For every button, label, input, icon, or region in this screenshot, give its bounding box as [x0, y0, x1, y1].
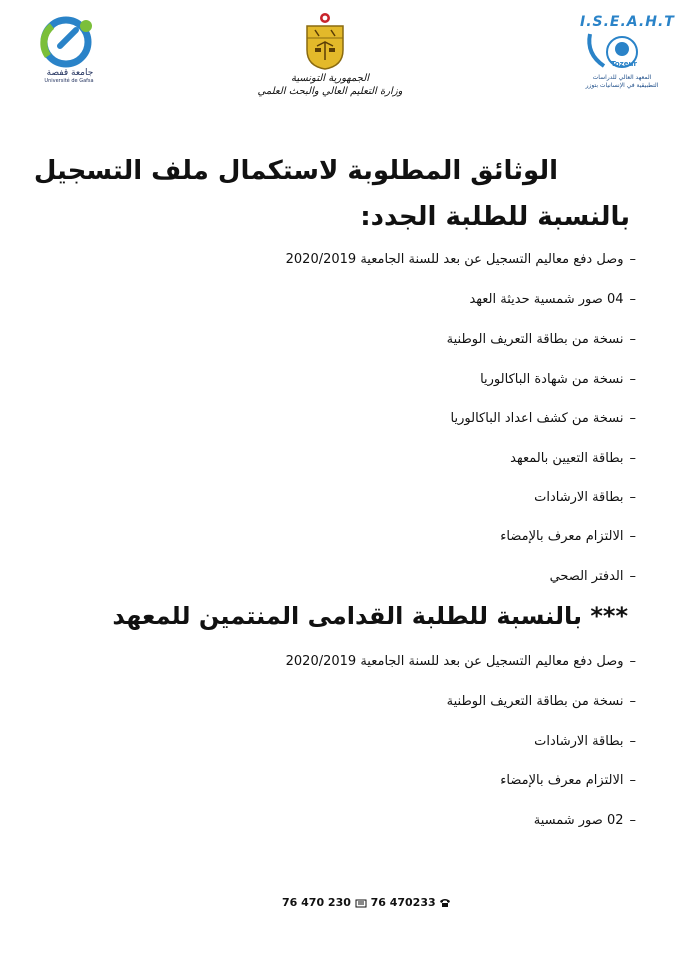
university-logo-mark	[30, 16, 102, 70]
list-item: –نسخة من كشف اعداد الباكالوريا	[450, 411, 636, 426]
list-item: –الالتزام معرف بالإمضاء	[500, 529, 636, 544]
section-new-students-heading: بالنسبة للطلبة الجدد:	[360, 202, 630, 232]
institute-logo-brand: I.S.E.A.H.T	[580, 14, 675, 30]
ministry-header	[230, 72, 430, 98]
section-returning-students-heading: *** بالنسبة للطلبة القدامى المنتمين للمعهد	[112, 602, 628, 630]
phone-number: 76 470233	[370, 896, 436, 909]
list-item: –الدفتر الصحي	[549, 569, 636, 584]
list-item: –بطاقة التعيين بالمعهد	[510, 451, 636, 466]
list-item: –نسخة من بطاقة التعريف الوطنية	[446, 694, 636, 709]
republic-name: الجمهورية التونسية	[290, 73, 370, 84]
institute-logo-city: Tozeur	[611, 60, 637, 68]
list-item: –بطاقة الارشادات	[534, 734, 636, 749]
document-title: الوثائق المطلوبة لاستكمال ملف التسجيل	[33, 156, 558, 186]
fax-number: 76 470 230	[282, 896, 351, 909]
list-item: –بطاقة الارشادات	[534, 490, 636, 505]
list-item: –وصل دفع معاليم التسجيل عن بعد للسنة الجامعية 2020/2019	[285, 252, 636, 267]
university-logo-subtext: Université de Gafsa	[44, 78, 94, 84]
fax-icon	[355, 898, 367, 908]
list-item: –الالتزام معرف بالإمضاء	[500, 773, 636, 788]
list-item: –نسخة من شهادة الباكالوريا	[480, 372, 636, 387]
list-item: –04 صور شمسية حديثة العهد	[469, 292, 636, 307]
list-item: –وصل دفع معاليم التسجيل عن بعد للسنة الجامعية 2020/2019	[285, 654, 636, 669]
institute-logo	[580, 14, 675, 104]
university-logo	[30, 16, 102, 86]
telephone-icon	[439, 898, 451, 908]
institute-logo-desc: المعهد العالي للدراسات التطبيقية في الإنسانيات بتوزر	[585, 74, 659, 89]
contact-footer	[282, 896, 451, 909]
ministry-name: وزارة التعليم العالي والبحث العلمي	[257, 86, 403, 97]
list-item: –02 صور شمسية	[533, 813, 636, 828]
list-item: –نسخة من بطاقة التعريف الوطنية	[446, 332, 636, 347]
tunisia-emblem-icon	[303, 12, 347, 70]
university-logo-text: جامعة قفصة	[46, 68, 94, 78]
